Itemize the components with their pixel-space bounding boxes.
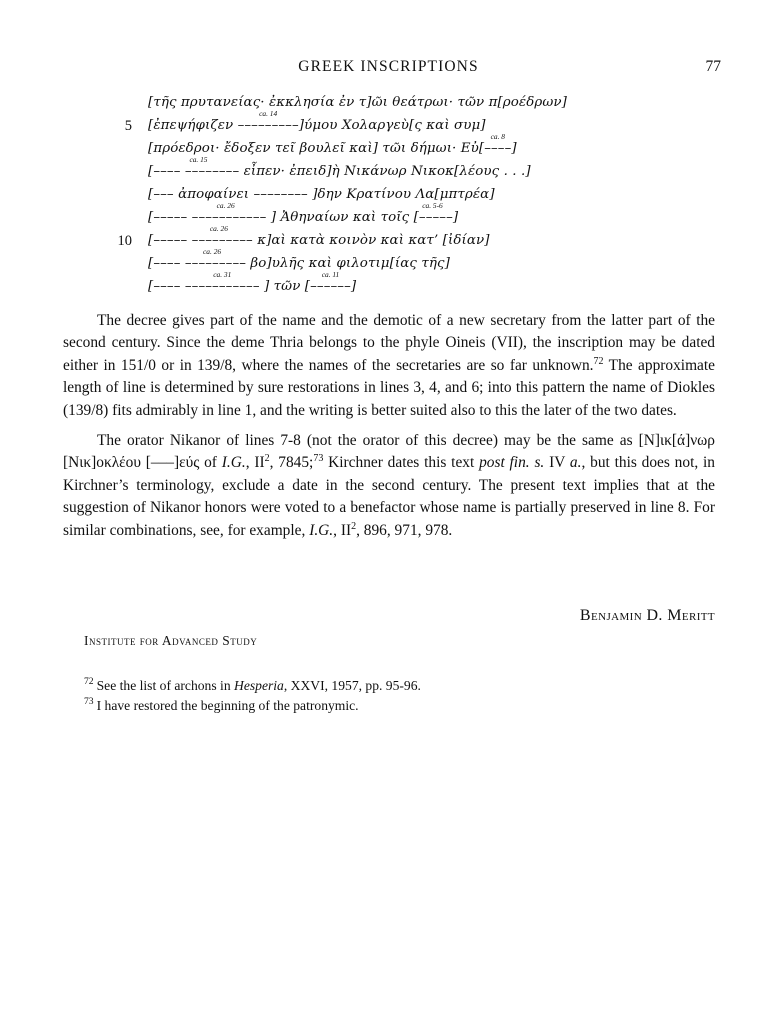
lacuna-length-label: ca. 15 (189, 155, 208, 164)
running-head (0, 58, 777, 78)
ig-superscript-2: 2 (351, 520, 357, 532)
inscription-line (96, 201, 696, 233)
paragraph-1 (63, 310, 715, 422)
paragraph-2-part-h: , 896, 971, 978. (356, 521, 453, 539)
footnote (84, 696, 684, 716)
footnote-journal-title: Hesperia (234, 678, 284, 693)
lacuna-length-label: ca. 26 (209, 224, 228, 233)
footnote (84, 676, 684, 696)
lacuna-dashes: –––––––– (191, 233, 247, 248)
footnotes (84, 676, 684, 715)
inscription-line-text: [––––– ca. 26 ––––––––– κ]αὶ κατὰ κοινὸν καὶ κατ’ [ἰδίαν] (148, 224, 490, 248)
paragraph-2-part-d: Kirchner dates this text (323, 454, 480, 472)
lacuna-dashes: –––––––– (184, 256, 240, 271)
inscription-line (96, 187, 696, 210)
inscription-line-text: [πρόεδροι· ἔδοξεν τεῖ βουλεῖ καὶ] τῶι δήμωι· Εὐ[– ca. 8 –––] (148, 132, 517, 156)
footnote-marker: 72 (84, 676, 94, 688)
paragraph-2 (63, 430, 715, 542)
lacuna-gap (184, 155, 213, 179)
lacuna-gap (490, 132, 505, 156)
running-head-title: GREEK INSCRIPTIONS (298, 58, 479, 75)
citation-ig-2: I.G. (309, 521, 334, 539)
lacuna-length-label: ca. 26 (216, 201, 235, 210)
inscription-line (96, 95, 696, 118)
inscription-line-text: [τῆς πρυτανείας· ἐκκλησία ἐν τ]ῶι θεάτρωι· τῶν π[ροέδρων] (148, 95, 567, 110)
lacuna-dashes: –– (491, 141, 505, 156)
lacuna-gap (418, 201, 447, 225)
footnote-text: I have restored the beginning of the patronymic. (96, 697, 359, 713)
lacuna-length-label: ca. 5-6 (422, 201, 443, 210)
lacuna-length-label: ca. 11 (321, 270, 340, 279)
lacuna-dashes: –––– (184, 164, 213, 179)
latin-phrase-1: post fin. s. (479, 454, 545, 472)
latin-phrase-2: a. (569, 454, 582, 472)
footnote-ref-72: 72 (593, 355, 604, 367)
paragraph-1-continued: The approximate length of line is determined by sure restorations in lines 3, 4, and 6; into this pattern the name of Diokles (139/8) fits admirably in line 1, and the writing is better suited also to this the later of the two dates. (63, 356, 715, 419)
lacuna-gap (184, 270, 260, 294)
lacuna-length-label: ca. 14 (259, 109, 278, 118)
inscription-line (96, 224, 696, 256)
inscription-line (96, 247, 696, 279)
inscription-line-text: [––– ἀποφαίνει –––––––– ]δην Κρατίνου Λα[μπτρέα] (148, 187, 495, 202)
footnote-marker: 73 (84, 695, 94, 707)
author-signature: Benjamin D. Meritt (579, 607, 715, 624)
lacuna-dashes: ––––––––– (237, 118, 299, 133)
paragraph-2-part-e: IV (544, 454, 570, 472)
inscription-line-text: [–––– ca. 31 ––––––––––– ] τῶν [–– ca. 11 ––––] (148, 270, 357, 294)
lacuna-dashes: ––––––––––– (184, 279, 260, 294)
inscription-line (96, 270, 696, 302)
page-number: 77 (705, 58, 721, 75)
inscription-line-text: [–––– ca. 15 –––––––– εἶπεν· ἐπειδ]ὴ Νικάνωρ Νικοκ[λέους . . .] (148, 155, 531, 179)
paragraph-2-part-b: , II (245, 454, 265, 472)
lacuna-gap (191, 224, 247, 248)
inscription-line-text: [ἐπεψήφιζεν ca. 14 –––––––––]ύμου Χολαργεὺ[ς καὶ συμ] (148, 109, 486, 133)
paragraph-2-part-a: The orator Nikanor of lines 7-8 (not the orator of this decree) may be the same as [N]ικ[ά]νωρ [Νικ]οκλέου [–––]εύς of (63, 432, 715, 472)
footnote-text-continued: , XXVI, 1957, pp. 95-96. (283, 678, 421, 693)
inscription-line-number: 5 (124, 118, 132, 134)
author-affiliation: Institute for Advanced Study (84, 633, 258, 648)
footnote-ref-73: 73 (313, 453, 324, 465)
lacuna-dashes: –– (323, 279, 338, 294)
footnote-text: See the list of archons in (96, 678, 235, 693)
citation-ig-1: I.G. (221, 454, 246, 472)
paragraph-1-text: The decree gives part of the name and the demotic of a new secretary from the latter part of the second century. Since the deme Thria belongs to the phyle Oineis (VII), the inscription may be dated either in 151/0 or in 139/8, where the names of the secretaries are so far unknown. (63, 312, 715, 374)
inscription-line-number: 10 (117, 233, 132, 249)
lacuna-gap (237, 109, 299, 133)
ig-superscript-1: 2 (264, 453, 270, 465)
lacuna-dashes: –––– (418, 210, 447, 225)
inscription-line-text: [–––– ca. 26 ––––––––– βο]υλῆς καὶ φιλοτιμ[ίας τῆς] (148, 247, 450, 271)
lacuna-length-label: ca. 26 (203, 247, 222, 256)
lacuna-gap (321, 270, 340, 294)
inscription-line (96, 132, 696, 164)
lacuna-gap (191, 201, 260, 225)
inscription-block (96, 95, 696, 302)
paragraph-2-part-g: , II (333, 521, 352, 539)
lacuna-dashes: –––––––––– (191, 210, 260, 225)
paragraph-2-part-f: , but this does not, in Kirchner’s terminology, exclude a date in the second century. The present text implies that at the suggestion of Nikanor honors were voted to a benefactor whose name is partially preserved in line 8. For similar combinations, see, for example, (63, 454, 715, 539)
paragraph-2-part-c: , 7845; (269, 454, 314, 472)
inscription-line-text: [––––– ca. 26 ––––––––––– ] Ἀθηναίων καὶ τοῖς [ ca. 5-6 –––––] (148, 201, 459, 225)
article-body (63, 310, 715, 546)
lacuna-gap (184, 247, 240, 271)
inscription-line (96, 109, 696, 141)
lacuna-length-label: ca. 31 (213, 270, 232, 279)
inscription-line (96, 155, 696, 187)
lacuna-length-label: ca. 8 (490, 132, 505, 141)
